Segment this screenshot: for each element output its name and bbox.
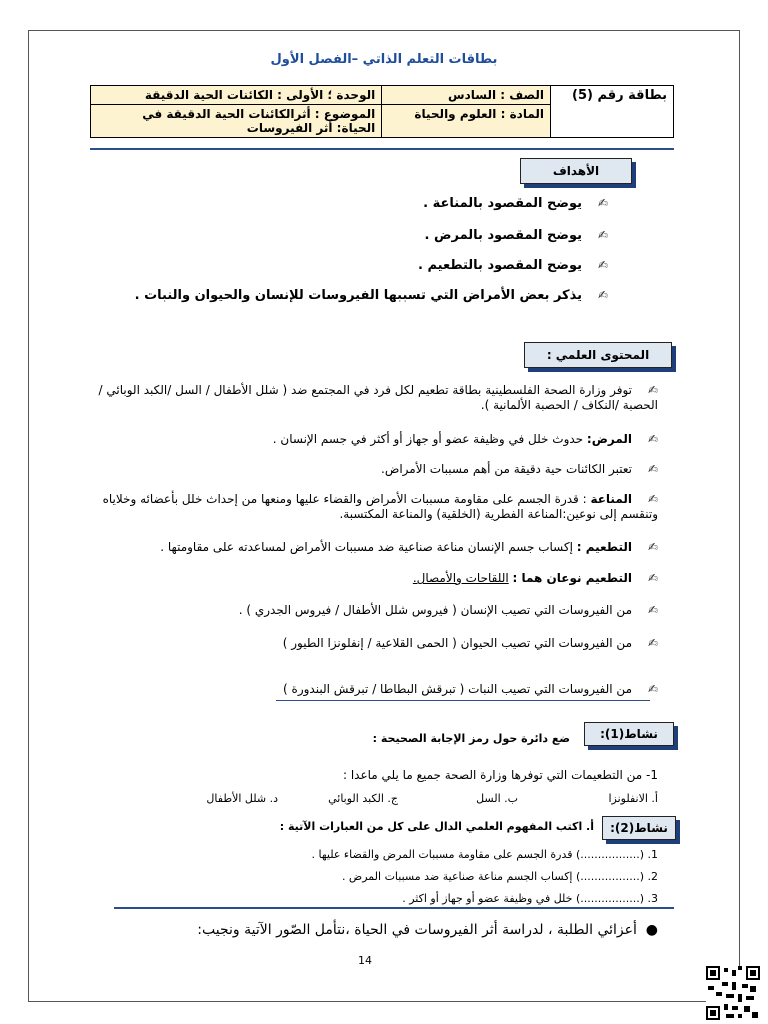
content-p1: ✍توفر وزارة الصحة الفلسطينية بطاقة تطعيم لكل فرد في المجتمع ضد ( شلل الأطفال / السل /الكبد الوبائي / الحصبة /النكاف / الحصبة الألمانية ).: [98, 383, 658, 412]
pencil-icon: ✍: [647, 540, 658, 554]
topic-cell: [91, 105, 382, 138]
bullet-icon: ●: [645, 922, 658, 938]
activity2-label: نشاط(2):: [602, 816, 676, 840]
content-heading: المحتوى العلمي :: [524, 342, 672, 368]
pencil-icon: ✍: [647, 462, 658, 476]
unit-cell: الوحدة ؛ الأولى : الكائنات الحية الدقيقة: [91, 86, 382, 105]
goal-item: ✍يوضح المقصود بالمرض .: [424, 228, 608, 243]
activity2-item[interactable]: 2. (.................) إكساب الجسم مناعة صناعية ضد مسببات المرض .: [341, 870, 658, 883]
divider: [114, 907, 674, 909]
option-b[interactable]: ب. السل: [476, 792, 518, 805]
content-p8: ✍من الفيروسات التي تصيب الحيوان ( الحمى القلاعية / إنفلونزا الطيور ): [282, 636, 658, 650]
goal-item: ✍يذكر بعض الأمراض التي تسببها الفيروسات للإنسان والحيوان والنبات .: [134, 288, 608, 303]
option-d[interactable]: د. شلل الأطفال: [206, 792, 278, 805]
topic-line1: الموضوع : أثرالكائنات الحية الدقيقة في: [142, 107, 376, 121]
divider: [276, 700, 650, 701]
content-p3: ✍تعتبر الكائنات حية دقيقة من أهم مسببات الأمراض.: [381, 462, 658, 476]
pencil-icon: ✍: [647, 383, 658, 397]
goals-heading: الأهداف: [520, 158, 632, 184]
pencil-icon: ✍: [597, 196, 608, 210]
pencil-icon: ✍: [647, 603, 658, 617]
content-p7: ✍من الفيروسات التي تصيب الإنسان ( فيروس شلل الأطفال / فيروس الجدري ) .: [238, 603, 658, 617]
activity2-item[interactable]: 1. (.................) قدرة الجسم على مقاومة مسببات المرض والقضاء عليها .: [311, 848, 658, 861]
option-a[interactable]: أ. الانفلونزا: [608, 792, 658, 805]
content-p6: ✍التطعيم نوعان هما : اللقاحات والأمصال.: [412, 571, 658, 585]
content-p5: ✍التطعيم : إكساب جسم الإنسان مناعة صناعية ضد مسببات الأمراض لمساعدته على مقاومتها .: [160, 540, 658, 554]
goal-item: ✍يوضح المقصود بالتطعيم .: [418, 258, 608, 273]
pencil-icon: ✍: [647, 492, 658, 506]
closing-text: ● أعزائي الطلبة ، لدراسة أثر الفيروسات في الحياة ،نتأمل الصّور الآتية ونجيب:: [197, 922, 658, 938]
pencil-icon: ✍: [597, 288, 608, 302]
topic-line2: الحياة: أثر الفيروسات: [246, 121, 376, 135]
content-p9: ✍من الفيروسات التي تصيب النبات ( تبرقش البطاطا / تبرقش البندورة ): [283, 682, 658, 696]
activity1-label: نشاط(1):: [584, 722, 674, 746]
activity2-item[interactable]: 3. (.................) خلل في وظيفة عضو أو جهاز أو اكثر .: [402, 892, 658, 905]
content-p4: ✍المناعة : قدرة الجسم على مقاومة مسببات الأمراض والقضاء عليها ومنعها من إحداث خلل بأعضائه وخلاياه وتنقسم إلى نوعين:المناعة الفطرية (الخلقية) والمناعة المكتسبة.: [102, 492, 658, 521]
pencil-icon: ✍: [647, 432, 658, 446]
subject-cell: المادة : العلوم والحياة: [382, 105, 551, 138]
card-number: بطاقة رقم (5): [551, 86, 674, 138]
pencil-icon: ✍: [647, 636, 658, 650]
option-c[interactable]: ج. الكبد الوبائي: [328, 792, 398, 805]
pencil-icon: ✍: [597, 258, 608, 272]
activity1-instruction: ضع دائرة حول رمز الإجابة الصحيحة :: [372, 732, 570, 745]
pencil-icon: ✍: [647, 682, 658, 696]
qr-code-icon: [706, 966, 760, 1020]
pencil-icon: ✍: [647, 571, 658, 585]
activity1-question: 1- من التطعيمات التي توفرها وزارة الصحة جميع ما يلي ماعدا :: [342, 768, 658, 782]
grade-cell: الصف : السادس: [382, 86, 551, 105]
page-title: بطاقات التعلم الذاتي –الفصل الأول: [270, 52, 498, 67]
content-p2: ✍المرض: حدوث خلل في وظيفة عضو أو جهاز أو أكثر في جسم الإنسان .: [272, 432, 658, 446]
activity2-instruction: أ. اكتب المفهوم العلمي الدال على كل من العبارات الآتية :: [279, 820, 594, 833]
goal-item: ✍يوضح المقصود بالمناعة .: [423, 196, 608, 211]
header-underline: [90, 148, 674, 150]
page-number: 14: [358, 954, 372, 967]
header-table: [90, 85, 674, 138]
pencil-icon: ✍: [597, 228, 608, 242]
